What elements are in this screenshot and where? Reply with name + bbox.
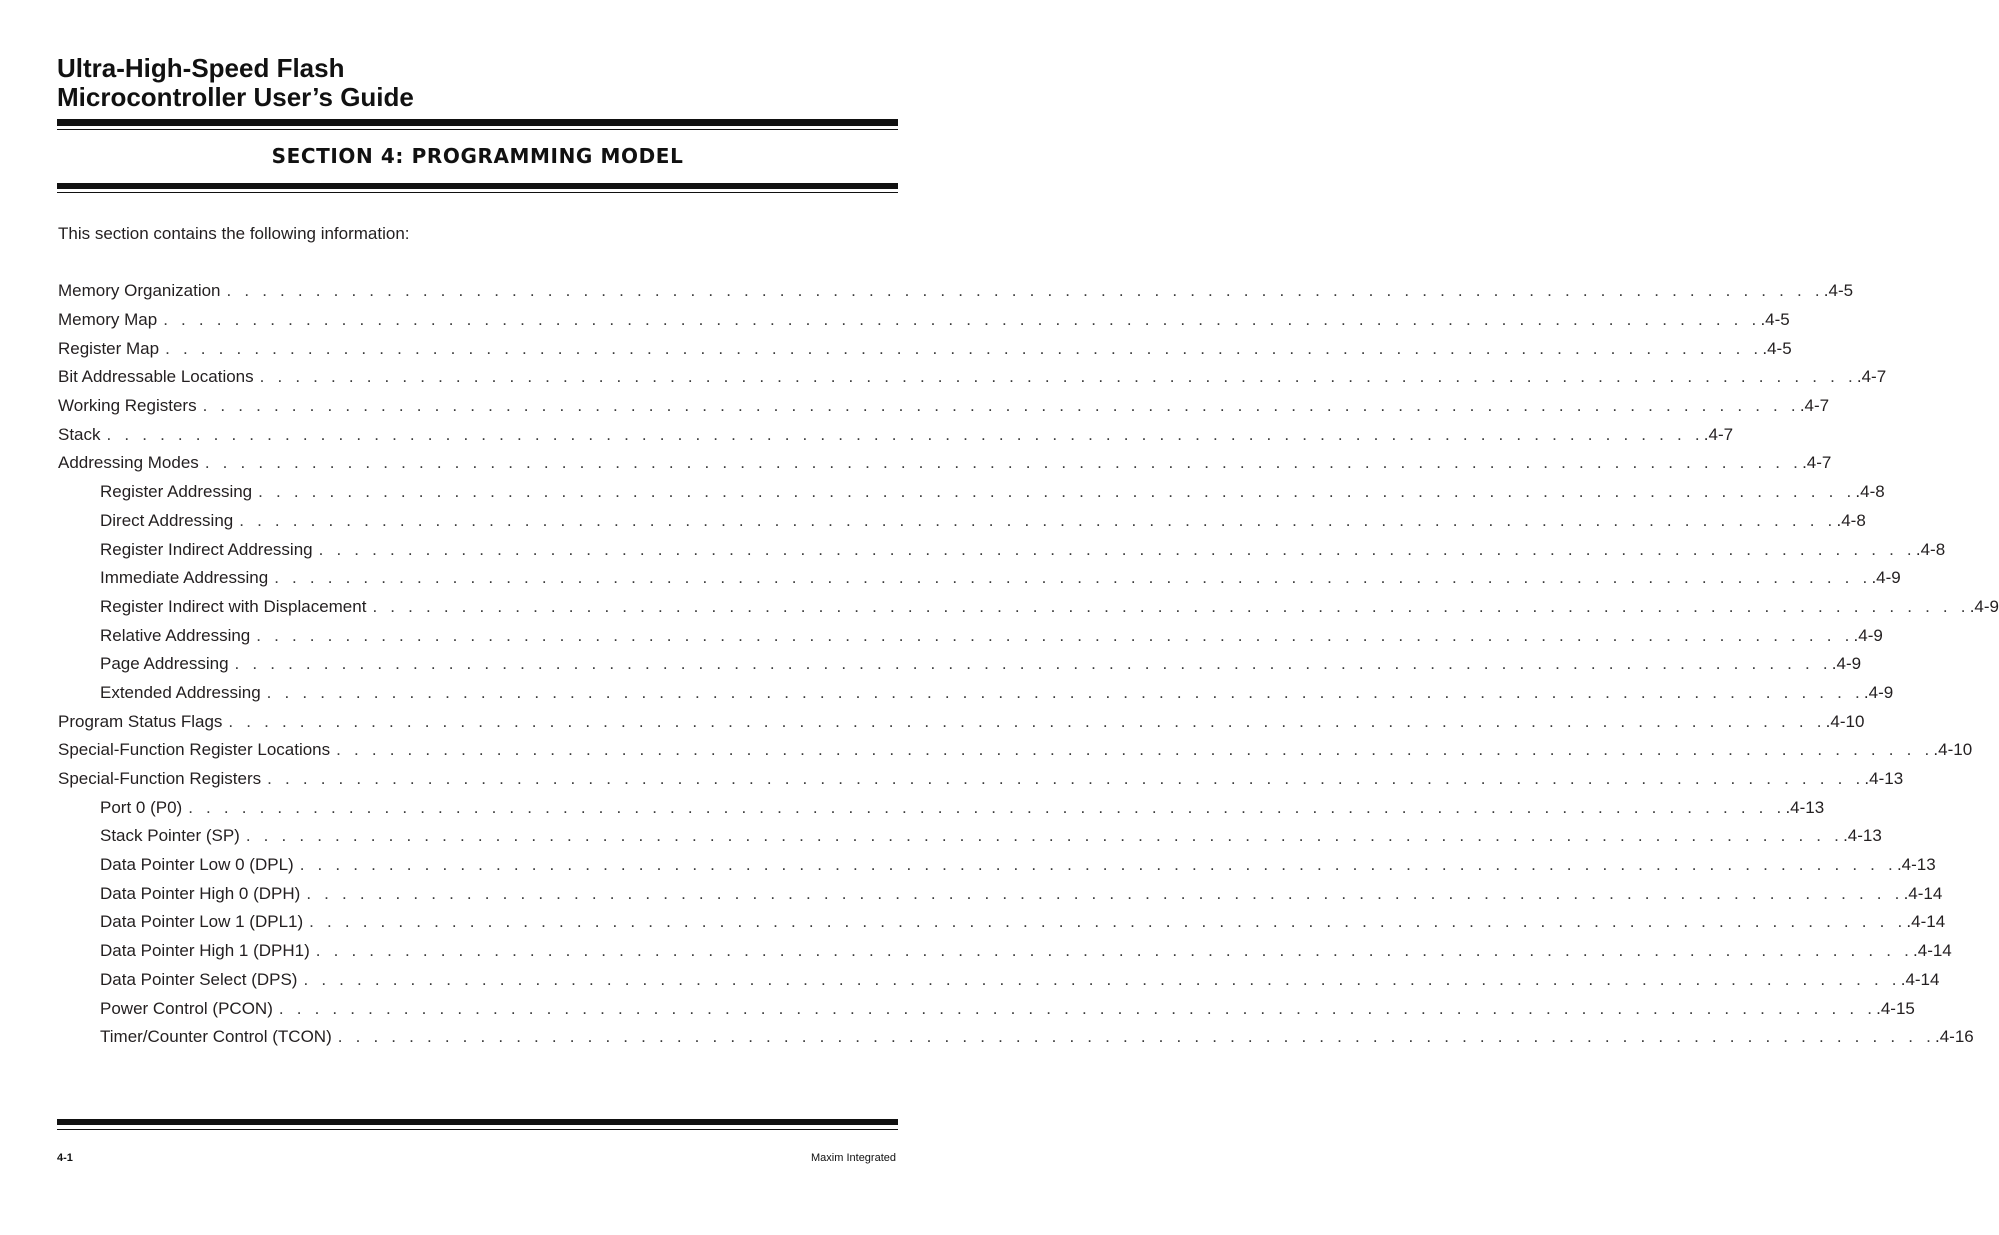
document-title-line-1: Ultra-High-Speed Flash bbox=[57, 53, 345, 83]
toc-entry-label: Data Pointer Low 1 (DPL1) bbox=[100, 912, 304, 932]
toc-entry-page: .4-14 bbox=[1903, 883, 1943, 903]
toc-entry bbox=[58, 1023, 1974, 1052]
toc-entry-label: Register Addressing bbox=[100, 482, 253, 502]
toc-entry bbox=[58, 507, 1866, 536]
toc-entry bbox=[58, 392, 1830, 421]
toc-entry-page: .4-9 bbox=[1853, 625, 1883, 645]
toc-dot-leader: . . . . . . . . . . . . . . . . . . . . . . . . . . . . . . . . . . . . . . . . . . . . . . . . . . . . . . . . . . . . . . . . . . . . . . . . . . . . . . . . . . . . . . . . . . bbox=[239, 510, 1837, 530]
toc-entry bbox=[58, 679, 1894, 708]
toc-dot-leader: . . . . . . . . . . . . . . . . . . . . . . . . . . . . . . . . . . . . . . . . . . . . . . . . . . . . . . . . . . . . . . . . . . . . . . . . . . . . . . . . . . . . . . . . . . bbox=[274, 568, 1872, 588]
toc-entry-label: Data Pointer Select (DPS) bbox=[100, 969, 298, 989]
toc-entry-label: Special-Function Registers bbox=[58, 769, 262, 789]
toc-entry bbox=[58, 765, 1904, 794]
toc-entry-label: Working Registers bbox=[58, 396, 197, 416]
toc-dot-leader: . . . . . . . . . . . . . . . . . . . . . . . . . . . . . . . . . . . . . . . . . . . . . . . . . . . . . . . . . . . . . . . . . . . . . . . . . . . . . . . . . . . . . . . . . . bbox=[163, 310, 1761, 330]
toc-entry-label: Program Status Flags bbox=[58, 711, 223, 731]
toc-entry-label: Port 0 (P0) bbox=[100, 797, 183, 817]
toc-dot-leader: . . . . . . . . . . . . . . . . . . . . . . . . . . . . . . . . . . . . . . . . . . . . . . . . . . . . . . . . . . . . . . . . . . . . . . . . . . . . . . . . . . . . . . . . . . bbox=[228, 711, 1826, 731]
toc-dot-leader: . . . . . . . . . . . . . . . . . . . . . . . . . . . . . . . . . . . . . . . . . . . . . . . . . . . . . . . . . . . . . . . . . . . . . . . . . . . . . . . . . . . . . . . . . . bbox=[306, 883, 1904, 903]
toc-dot-leader: . . . . . . . . . . . . . . . . . . . . . . . . . . . . . . . . . . . . . . . . . . . . . . . . . . . . . . . . . . . . . . . . . . . . . . . . . . . . . . . . . . . . . . . . . . bbox=[202, 396, 1800, 416]
toc-entry-label: Memory Map bbox=[58, 310, 158, 330]
toc-entry-label: Memory Organization bbox=[58, 281, 221, 301]
toc-entry-label: Data Pointer Low 0 (DPL) bbox=[100, 855, 294, 875]
toc-entry bbox=[58, 736, 1973, 765]
toc-entry-page: .4-5 bbox=[1760, 310, 1790, 330]
toc-entry-page: .4-5 bbox=[1823, 281, 1854, 301]
toc-entry-label: Stack bbox=[58, 424, 101, 444]
toc-entry-label: Relative Addressing bbox=[100, 625, 251, 645]
toc-entry bbox=[58, 420, 1734, 449]
toc-dot-leader: . . . . . . . . . . . . . . . . . . . . . . . . . . . . . . . . . . . . . . . . . . . . . . . . . . . . . . . . . . . . . . . . . . . . . . . . . . . . . . . . . . . . . . . . . . bbox=[318, 539, 1916, 559]
toc-entry-page: .4-15 bbox=[1876, 998, 1915, 1018]
toc-dot-leader: . . . . . . . . . . . . . . . . . . . . . . . . . . . . . . . . . . . . . . . . . . . . . . . . . . . . . . . . . . . . . . . . . . . . . . . . . . . . . . . . . . . . . . . . . . bbox=[258, 482, 1856, 502]
toc-entry bbox=[58, 449, 1832, 478]
toc-entry-label: Stack Pointer (SP) bbox=[100, 826, 240, 846]
company-name: Maxim Integrated bbox=[811, 1152, 896, 1164]
toc-entry-page: .4-14 bbox=[1913, 941, 1952, 961]
page-number: 4-1 bbox=[57, 1152, 73, 1164]
toc-dot-leader: . . . . . . . . . . . . . . . . . . . . . . . . . . . . . . . . . . . . . . . . . . . . . . . . . . . . . . . . . . . . . . . . . . . . . . . . . . . . . . . . . . . . . . . . . . bbox=[259, 367, 1857, 387]
document-title-line-2: Microcontroller User’s Guide bbox=[57, 82, 414, 112]
toc-entry-page: .4-13 bbox=[1785, 797, 1825, 817]
toc-dot-leader: . . . . . . . . . . . . . . . . . . . . . . . . . . . . . . . . . . . . . . . . . . . . . . . . . . . . . . . . . . . . . . . . . . . . . . . . . . . . . . . . . . . . . . . . . . bbox=[315, 941, 1914, 961]
toc-entry bbox=[58, 851, 1936, 880]
toc-dot-leader: . . . . . . . . . . . . . . . . . . . . . . . . . . . . . . . . . . . . . . . . . . . . . . . . . . . . . . . . . . . . . . . . . . . . . . . . . . . . . . . . . . . . . . . . . . bbox=[245, 826, 1844, 846]
toc-entry-page: .4-13 bbox=[1864, 769, 1904, 789]
toc-entry bbox=[58, 707, 1865, 736]
toc-dot-leader: . . . . . . . . . . . . . . . . . . . . . . . . . . . . . . . . . . . . . . . . . . . . . . . . . . . . . . . . . . . . . . . . . . . . . . . . . . . . . . . . . . . . . . . . . . bbox=[267, 769, 1865, 789]
footer-rule-thick bbox=[57, 1119, 898, 1125]
toc-entry-page: .4-8 bbox=[1836, 510, 1866, 530]
toc-dot-leader: . . . . . . . . . . . . . . . . . . . . . . . . . . . . . . . . . . . . . . . . . . . . . . . . . . . . . . . . . . . . . . . . . . . . . . . . . . . . . . . . . . . . . . . . . . bbox=[234, 654, 1832, 674]
toc-entry bbox=[58, 306, 1790, 335]
toc-entry-label: Register Indirect with Displacement bbox=[100, 596, 367, 616]
toc-dot-leader: . . . . . . . . . . . . . . . . . . . . . . . . . . . . . . . . . . . . . . . . . . . . . . . . . . . . . . . . . . . . . . . . . . . . . . . . . . . . . . . . . . . . . . . . . . bbox=[336, 740, 1934, 760]
toc-dot-leader: . . . . . . . . . . . . . . . . . . . . . . . . . . . . . . . . . . . . . . . . . . . . . . . . . . . . . . . . . . . . . . . . . . . . . . . . . . . . . . . . . . . . . . . . . . bbox=[303, 969, 1901, 989]
footer-rule-thin bbox=[57, 1129, 898, 1130]
toc-entry-page: .4-16 bbox=[1935, 1027, 1974, 1047]
toc-entry bbox=[58, 879, 1943, 908]
toc-entry-page: .4-9 bbox=[1969, 596, 1999, 616]
toc-entry-label: Page Addressing bbox=[100, 654, 229, 674]
toc-entry-page: .4-10 bbox=[1825, 711, 1865, 731]
toc-entry-label: Timer/Counter Control (TCON) bbox=[100, 1027, 332, 1047]
toc-entry bbox=[58, 822, 1882, 851]
toc-entry-page: .4-13 bbox=[1843, 826, 1882, 846]
header-rule-thin bbox=[57, 129, 898, 130]
toc-dot-leader: . . . . . . . . . . . . . . . . . . . . . . . . . . . . . . . . . . . . . . . . . . . . . . . . . . . . . . . . . . . . . . . . . . . . . . . . . . . . . . . . . . . . . . . . . . bbox=[299, 855, 1897, 875]
toc-dot-leader: . . . . . . . . . . . . . . . . . . . . . . . . . . . . . . . . . . . . . . . . . . . . . . . . . . . . . . . . . . . . . . . . . . . . . . . . . . . . . . . . . . . . . . . . . . bbox=[337, 1027, 1935, 1047]
toc-entry bbox=[58, 593, 1999, 622]
toc-entry-label: Data Pointer High 0 (DPH) bbox=[100, 883, 301, 903]
toc-entry-page: .4-10 bbox=[1933, 740, 1973, 760]
toc-dot-leader: . . . . . . . . . . . . . . . . . . . . . . . . . . . . . . . . . . . . . . . . . . . . . . . . . . . . . . . . . . . . . . . . . . . . . . . . . . . . . . . . . . . . . . . . . . bbox=[372, 596, 1970, 616]
header-rule-thick bbox=[57, 119, 898, 126]
toc-entry-page: .4-7 bbox=[1703, 424, 1734, 444]
toc-entry-page: .4-7 bbox=[1799, 396, 1830, 416]
toc-entry bbox=[58, 966, 1940, 995]
section-rule-thin bbox=[57, 192, 898, 193]
toc-entry-page: .4-13 bbox=[1896, 855, 1936, 875]
toc-entry bbox=[58, 535, 1946, 564]
toc-entry bbox=[58, 334, 1792, 363]
toc-entry bbox=[58, 908, 1946, 937]
toc-entry bbox=[58, 650, 1862, 679]
toc-entry-page: .4-9 bbox=[1863, 682, 1894, 702]
toc-dot-leader: . . . . . . . . . . . . . . . . . . . . . . . . . . . . . . . . . . . . . . . . . . . . . . . . . . . . . . . . . . . . . . . . . . . . . . . . . . . . . . . . . . . . . . . . . . bbox=[226, 281, 1824, 301]
toc-entry-page: .4-7 bbox=[1856, 367, 1887, 387]
toc-entry bbox=[58, 937, 1952, 966]
toc-entry-page: .4-14 bbox=[1906, 912, 1946, 932]
toc-entry-label: Register Indirect Addressing bbox=[100, 539, 313, 559]
toc-entry-label: Bit Addressable Locations bbox=[58, 367, 254, 387]
toc-entry-page: .4-9 bbox=[1831, 654, 1862, 674]
toc-dot-leader: . . . . . . . . . . . . . . . . . . . . . . . . . . . . . . . . . . . . . . . . . . . . . . . . . . . . . . . . . . . . . . . . . . . . . . . . . . . . . . . . . . . . . . . . . . bbox=[256, 625, 1854, 645]
toc-dot-leader: . . . . . . . . . . . . . . . . . . . . . . . . . . . . . . . . . . . . . . . . . . . . . . . . . . . . . . . . . . . . . . . . . . . . . . . . . . . . . . . . . . . . . . . . . . bbox=[278, 998, 1877, 1018]
toc-entry bbox=[58, 621, 1883, 650]
toc-entry-page: .4-8 bbox=[1915, 539, 1946, 559]
toc-entry bbox=[58, 994, 1915, 1023]
toc-entry bbox=[58, 363, 1887, 392]
toc-entry bbox=[58, 277, 1854, 306]
toc-entry-label: Addressing Modes bbox=[58, 453, 199, 473]
toc-entry bbox=[58, 478, 1885, 507]
toc-dot-leader: . . . . . . . . . . . . . . . . . . . . . . . . . . . . . . . . . . . . . . . . . . . . . . . . . . . . . . . . . . . . . . . . . . . . . . . . . . . . . . . . . . . . . . . . . . bbox=[188, 797, 1786, 817]
toc-entry-page: .4-5 bbox=[1762, 338, 1792, 358]
toc-entry bbox=[58, 793, 1825, 822]
section-heading: SECTION 4: PROGRAMMING MODEL bbox=[271, 144, 684, 168]
toc-entry-page: .4-9 bbox=[1871, 568, 1901, 588]
toc-entry-label: Extended Addressing bbox=[100, 682, 261, 702]
toc-entry-label: Register Map bbox=[58, 338, 160, 358]
toc-dot-leader: . . . . . . . . . . . . . . . . . . . . . . . . . . . . . . . . . . . . . . . . . . . . . . . . . . . . . . . . . . . . . . . . . . . . . . . . . . . . . . . . . . . . . . . . . . bbox=[266, 682, 1864, 702]
toc-dot-leader: . . . . . . . . . . . . . . . . . . . . . . . . . . . . . . . . . . . . . . . . . . . . . . . . . . . . . . . . . . . . . . . . . . . . . . . . . . . . . . . . . . . . . . . . . . bbox=[106, 424, 1704, 444]
toc-entry-page: .4-7 bbox=[1802, 453, 1832, 473]
toc-entry-page: .4-8 bbox=[1855, 482, 1885, 502]
toc-entry-page: .4-14 bbox=[1900, 969, 1940, 989]
toc-dot-leader: . . . . . . . . . . . . . . . . . . . . . . . . . . . . . . . . . . . . . . . . . . . . . . . . . . . . . . . . . . . . . . . . . . . . . . . . . . . . . . . . . . . . . . . . . . bbox=[204, 453, 1803, 473]
toc-entry bbox=[58, 564, 1901, 593]
toc-entry-label: Power Control (PCON) bbox=[100, 998, 273, 1018]
toc-dot-leader: . . . . . . . . . . . . . . . . . . . . . . . . . . . . . . . . . . . . . . . . . . . . . . . . . . . . . . . . . . . . . . . . . . . . . . . . . . . . . . . . . . . . . . . . . . bbox=[165, 338, 1763, 358]
toc-entry-label: Data Pointer High 1 (DPH1) bbox=[100, 941, 310, 961]
toc-dot-leader: . . . . . . . . . . . . . . . . . . . . . . . . . . . . . . . . . . . . . . . . . . . . . . . . . . . . . . . . . . . . . . . . . . . . . . . . . . . . . . . . . . . . . . . . . . bbox=[309, 912, 1907, 932]
document-title bbox=[57, 54, 757, 112]
toc-entry-label: Special-Function Register Locations bbox=[58, 740, 331, 760]
toc-entry-label: Immediate Addressing bbox=[100, 568, 269, 588]
toc-entry-label: Direct Addressing bbox=[100, 510, 234, 530]
section-rule-thick bbox=[57, 183, 898, 189]
intro-text: This section contains the following information: bbox=[58, 224, 410, 243]
table-of-contents bbox=[58, 277, 1999, 1052]
